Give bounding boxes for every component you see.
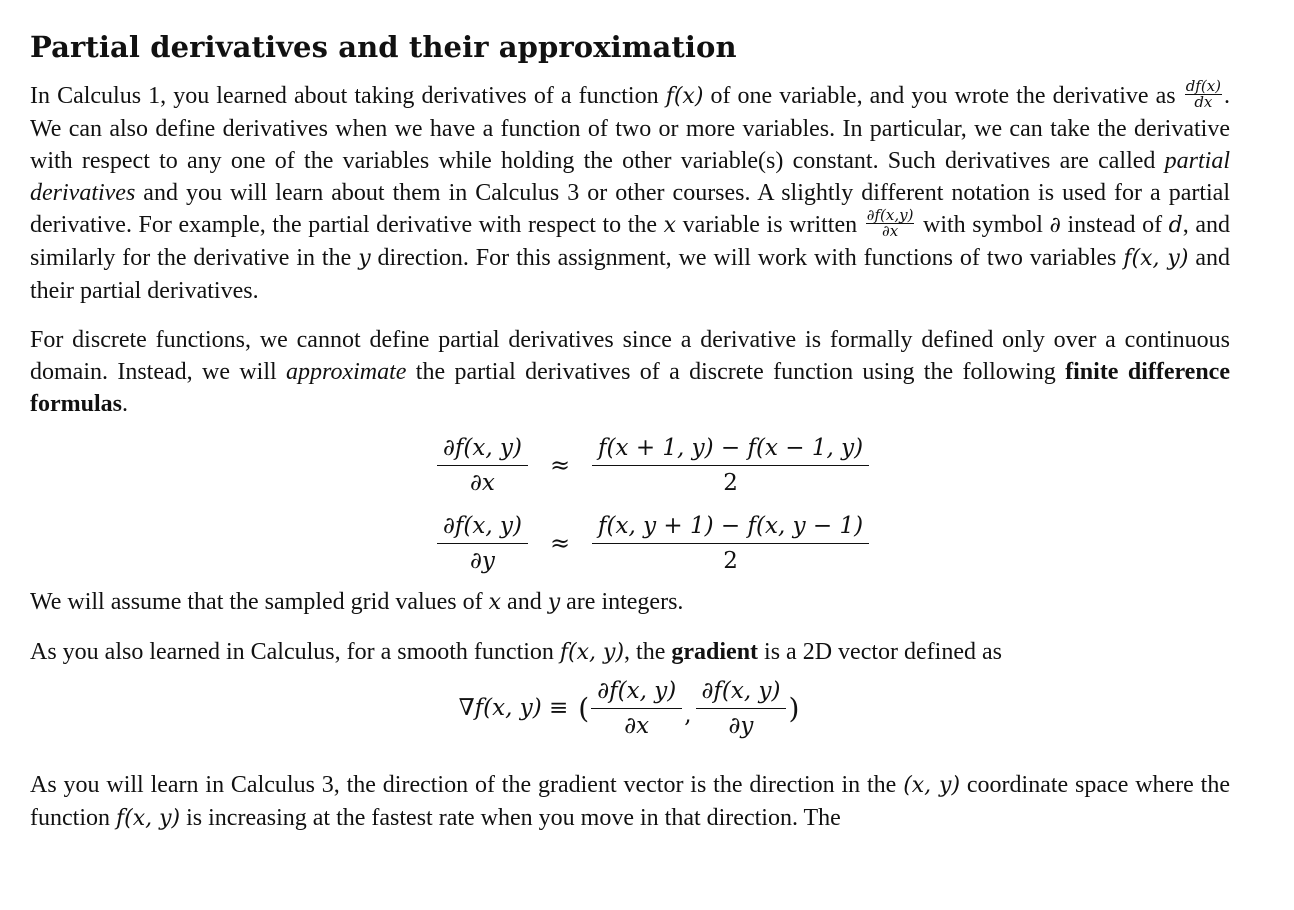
equation-partial-x: $\frac{\partial f(x, y)}{\partial x}$ ≈ $\frac{f(x + 1, y) - f(x - 1, y)}{2}$: [30, 426, 1230, 504]
emphasis-partial-derivatives: partial derivatives: [30, 148, 1230, 206]
inline-fraction-df-dx: $\frac{df(x)}{dx}$: [1185, 76, 1222, 111]
inline-fraction-partial: $\frac{\partial f(x,y)}{\partial x}$: [866, 205, 914, 240]
bold-finite-difference: finite difference formulas: [30, 359, 1230, 417]
finite-difference-equations: [30, 426, 1230, 582]
paragraph-gradient: As you also learned in Calculus, for a smooth function f(x, y), the gradient is a 2D vector defined as: [30, 639, 1002, 665]
section-title: Partial derivatives and their approximation: [30, 30, 737, 64]
emphasis-approximate: approximate: [286, 359, 407, 385]
gradient-equation: ∇f(x, y) ≡ ( $\frac{\partial f(x, y)}{\partial x}$ , $\frac{\partial f(x, y)}{\partial y}$ ): [458, 677, 800, 739]
paragraph-integers: We will assume that the sampled grid values of x and y are integers.: [30, 589, 684, 615]
paragraph-gradient-direction: As you will learn in Calculus 3, the direction of the gradient vector is the direction in the (x, y) coordinate space where the function f(x, y) is increasing at the fastest rate when you move in that direction. The: [30, 772, 1231, 831]
bold-gradient: gradient: [671, 639, 759, 665]
paragraph-discrete: For discrete functions, we cannot define partial derivatives since a derivative is formally defined only over a continuous domain. Instead, we will approximate the partial derivatives of a discrete function using the following finite difference formulas.: [30, 327, 1230, 417]
equation-partial-y: $\frac{\partial f(x, y)}{\partial y}$ ≈ $\frac{f(x, y + 1) - f(x, y - 1)}{2}$: [30, 504, 1230, 582]
math-inline: f(x): [665, 84, 704, 109]
paragraph-intro: In Calculus 1, you learned about taking derivatives of a function f(x) of one variable, and you wrote the derivative as $\frac{df(x)}{dx}$ . We can also define derivatives when we have a function of two or more variables. In particular, we can take the derivative with respect to any one of the variables while holding the other variable(s) constant. Such derivatives are called partial derivatives and you will learn about them in Calculus 3 or other courses. A slightly different notation is used for a partial derivative. For example, the partial derivative with respect to the x variable is written $\frac{\partial f(x,y)}{\partial x}$ with symbol ∂ instead of d, and similarly for the derivative in the y direction. For this assignment, we will work with functions of two variables f(x, y) and their partial derivatives.: [30, 76, 1231, 304]
